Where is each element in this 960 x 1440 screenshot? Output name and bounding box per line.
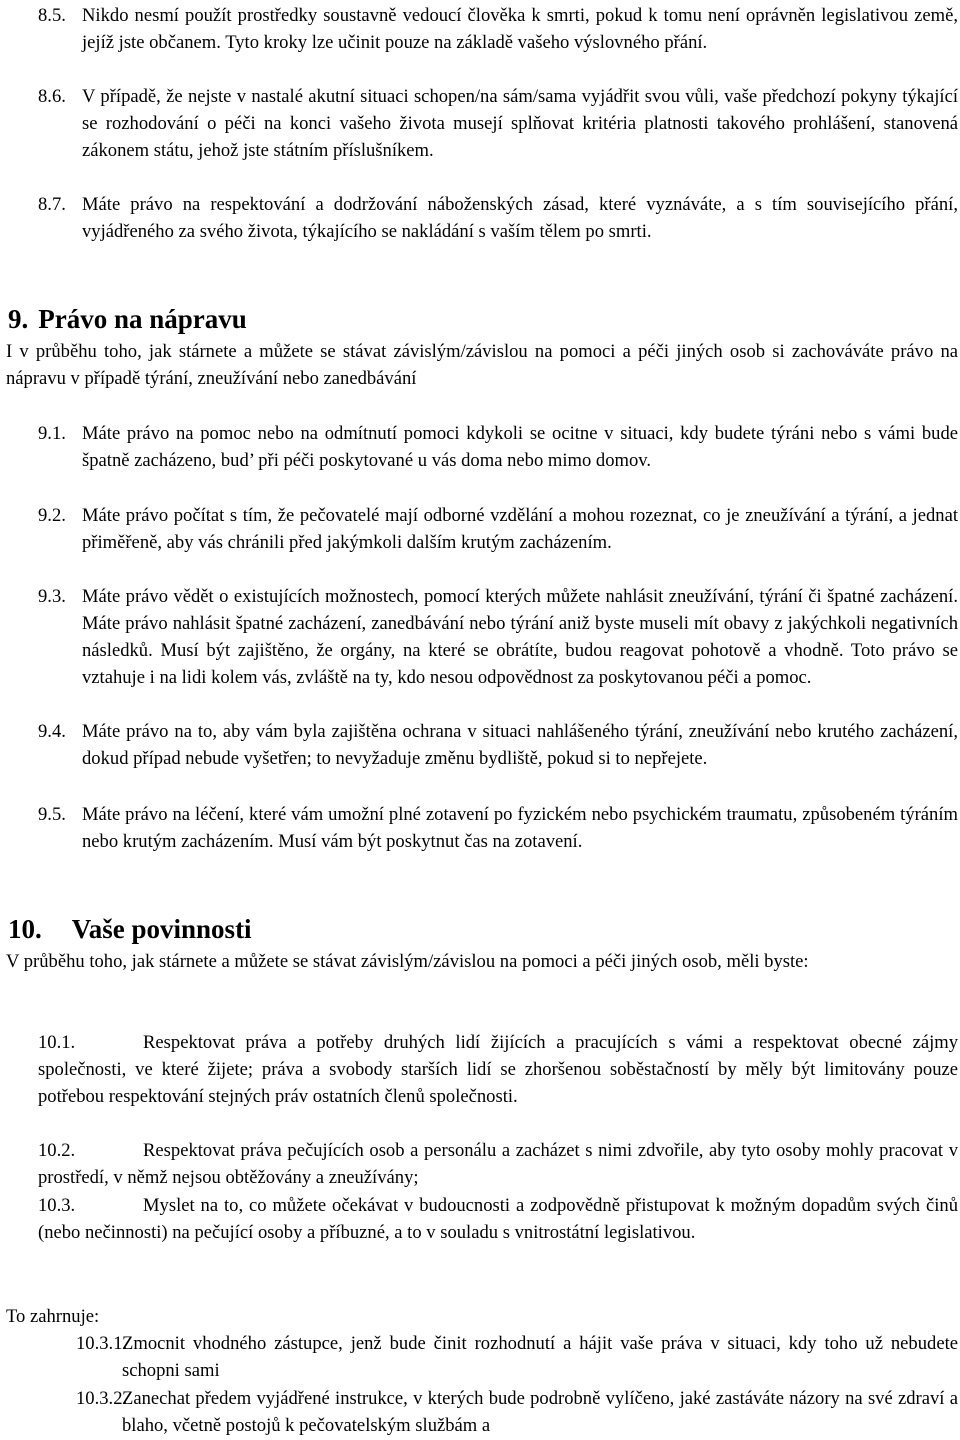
heading-number: 9. [8, 304, 29, 334]
list-item [38, 1192, 958, 1246]
list-item [38, 191, 958, 245]
list-item [38, 420, 958, 474]
item-text: Myslet na to, co můžete očekávat v budoucnosti a zodpovědně přistupovat k možným dopadům svých činů (nebo nečinnosti) na pečující osoby a příbuzné, a to v souladu s vnitrostátní legislativou. [38, 1195, 958, 1243]
list-item [38, 1137, 958, 1191]
item-text: Máte právo počítat s tím, že pečovatelé mají odborné vzdělání a mohou rozeznat, co je zneužívání a týrání, a jednat přiměřeně, aby vás chránili před jakýmkoli dalším krutým zacházením. [82, 505, 958, 553]
item-text: Máte právo na léčení, které vám umožní plné zotavení po fyzickém nebo psychickém traumatu, způsobeném týráním nebo krutým zacházením. Musí vám být poskytnut čas na zotavení. [82, 804, 958, 852]
item-text: Máte právo na pomoc nebo na odmítnutí pomoci kdykoli se ocitne v situaci, kdy budete týráni nebo s vámi bude špatně zacházeno, bud’ při péči poskytované u vás doma nebo mimo domov. [82, 423, 958, 471]
list-item [38, 801, 958, 855]
list-item [38, 583, 958, 691]
heading-title: Vaše povinnosti [71, 914, 252, 944]
item-text: Nikdo nesmí použít prostředky soustavně vedoucí člověka k smrti, pokud k tomu není oprávněn legislativou země, jejíž jste občanem. Tyto kroky lze učinit pouze na základě vašeho výslovného přání. [82, 5, 958, 53]
list-item [38, 718, 958, 772]
item-number: 8.5. [38, 5, 66, 26]
section-intro: V průběhu toho, jak stárnete a můžete se stávat závislým/závislou na pomoci a péči jiných osob, měli byste: [6, 951, 809, 972]
list-item [38, 83, 958, 164]
item-number: 10.3. [38, 1195, 76, 1216]
item-text: Máte právo vědět o existujících možnostech, pomocí kterých můžete nahlásit zneužívání, týrání či špatné zacházení. Máte právo nahlásit špatné zacházení, zanedbávání nebo týrání aniž byste museli mít obavy z jakýchkoli negativních následků. Musí být zajištěno, že orgány, na které se obrátíte, budou reagovat pohotově a vhodně. Toto právo se vztahuje i na lidi kolem vás, zvláště na ty, kdo nesou odpovědnost za poskytovanou péči a pomoc. [82, 586, 958, 688]
item-text: Zanechat předem vyjádřené instrukce, v kterých bude podrobně vylíčeno, jaké zastáváte názory na své zdraví a blaho, včetně postojů k pečovatelským službám a [122, 1388, 958, 1436]
item-number: 10.1. [38, 1032, 76, 1053]
section-heading [8, 303, 247, 335]
list-item [76, 1330, 958, 1384]
item-number: 10.2. [38, 1140, 76, 1161]
item-number: 9.1. [38, 423, 66, 444]
section-heading [8, 913, 252, 945]
item-number: 10.3.1. [76, 1333, 128, 1354]
list-item [76, 1385, 958, 1439]
item-text: Respektovat práva a potřeby druhých lidí žijících a pracujících s vámi a respektovat obecné zájmy společnosti, ve které žijete; práva a svobody starších lidí se zhoršenou soběstačností by měly být limitovány pouze potřebou respektování stejných práv ostatních členů společnosti. [38, 1032, 958, 1107]
heading-title: Právo na nápravu [38, 304, 247, 334]
item-text: Zmocnit vhodného zástupce, jenž bude činit rozhodnutí a hájit vaše práva v situaci, kdy toho už nebudete schopni sami [122, 1333, 958, 1381]
item-number: 9.3. [38, 586, 66, 607]
heading-number: 10. [8, 914, 42, 944]
item-text: Máte právo na to, aby vám byla zajištěna ochrana v situaci nahlášeného týrání, zneužívání nebo krutého zacházení, dokud případ nebude vyšetřen; to nevyžaduje změnu bydliště, pokud si to nepřejete. [82, 721, 958, 769]
item-text: Respektovat práva pečujících osob a personálu a zacházet s nimi zdvořile, aby tyto osoby mohly pracovat v prostředí, v němž nejsou obtěžovány a zneužívány; [38, 1140, 958, 1188]
list-item [38, 1029, 958, 1110]
list-item [38, 502, 958, 556]
item-number: 9.2. [38, 505, 66, 526]
item-number: 9.4. [38, 721, 66, 742]
section-intro: I v průběhu toho, jak stárnete a můžete se stávat závislým/závislou na pomoci a péči jiných osob si zachováváte právo na nápravu v případě týrání, zneužívání nebo zanedbávání [6, 341, 958, 389]
item-text: Máte právo na respektování a dodržování náboženských zásad, které vyznáváte, a s tím souvisejícího přání, vyjádřeného za svého života, týkajícího se nakládání s vaším tělem po smrti. [82, 194, 958, 242]
item-number: 8.7. [38, 194, 66, 215]
item-number: 9.5. [38, 804, 66, 825]
list-item [38, 2, 958, 56]
item-number: 8.6. [38, 86, 66, 107]
item-number: 10.3.2. [76, 1388, 128, 1409]
item-text: V případě, že nejste v nastalé akutní situaci schopen/na sám/sama vyjádřit svou vůli, vaše předchozí pokyny týkající se rozhodování o péči na konci vašeho života musejí splňovat kritéria platnosti takového prohlášení, stanovená zákonem státu, jehož jste státním příslušníkem. [82, 86, 958, 161]
includes-label: To zahrnuje: [6, 1306, 100, 1327]
